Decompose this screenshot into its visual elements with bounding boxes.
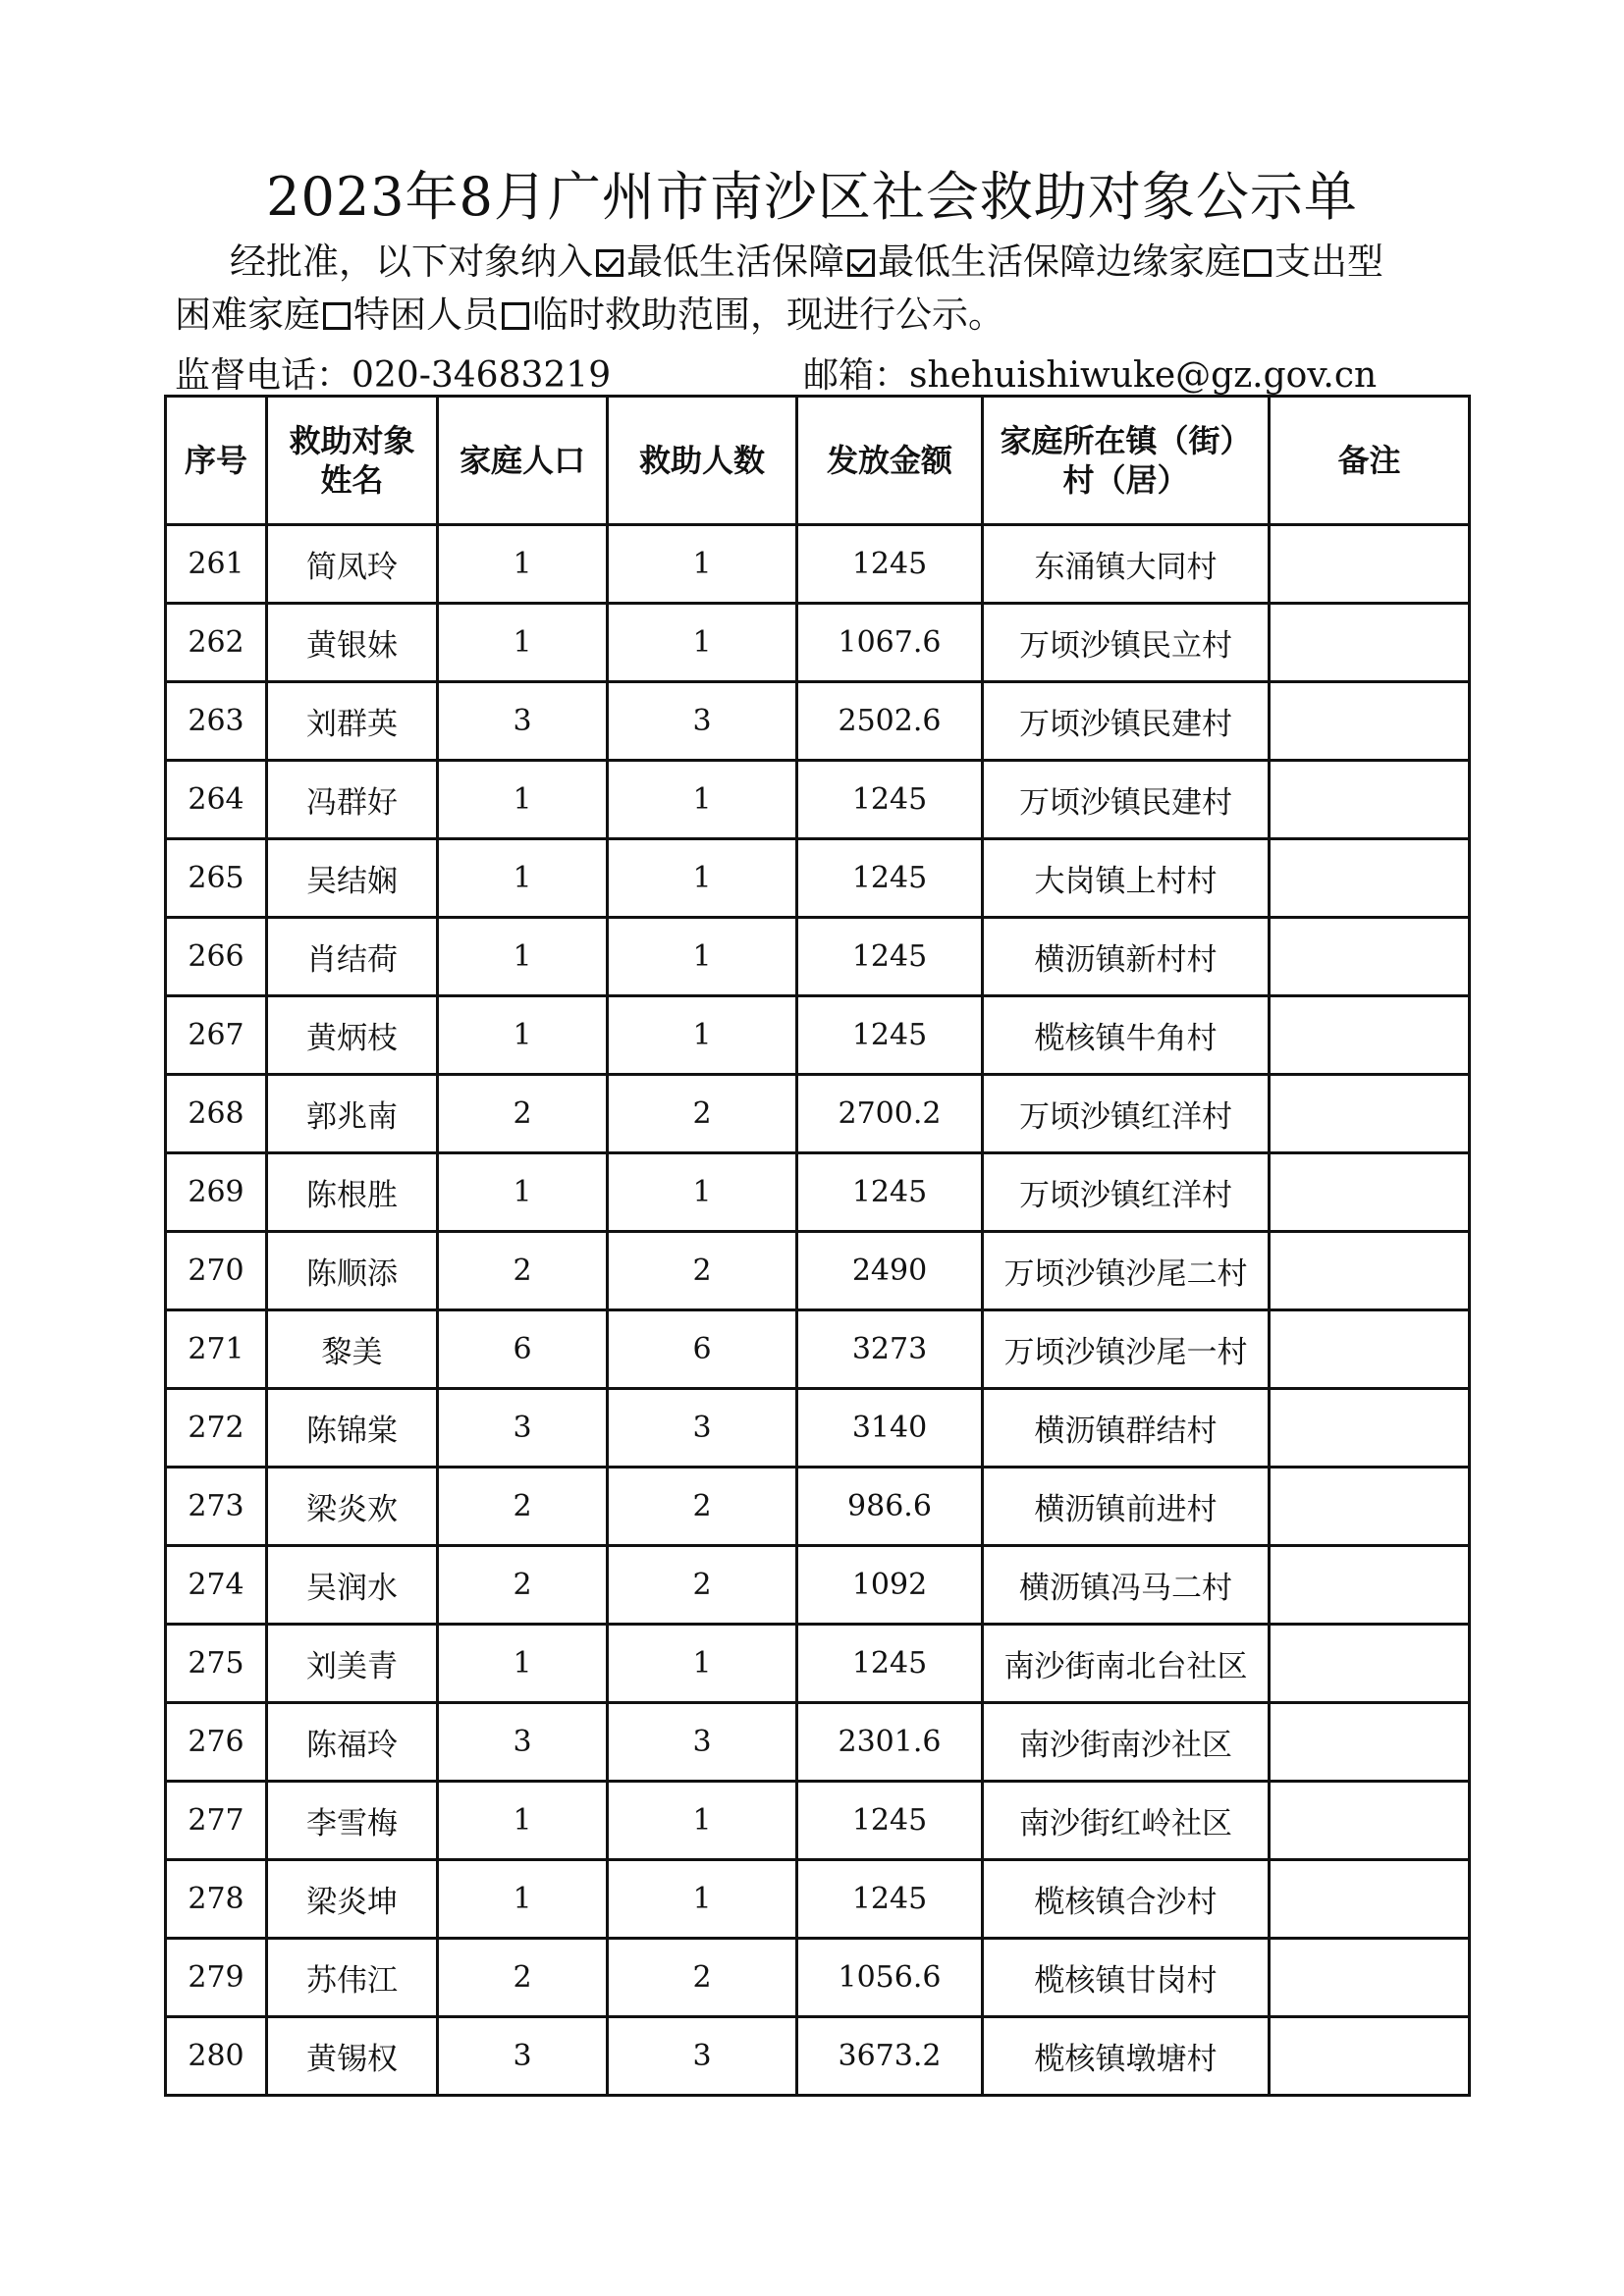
cell-index: 261: [166, 525, 267, 604]
table-row: [166, 682, 1470, 761]
cell-remarks: [1270, 1625, 1470, 1703]
cell-amount: 3273: [797, 1310, 983, 1389]
cell-aided-count: 1: [608, 1782, 797, 1860]
cell-name: 黄炳枝: [267, 996, 438, 1075]
cell-household-size: 2: [438, 1939, 608, 2017]
header-text: 序号: [184, 442, 247, 479]
cell-household-size: 1: [438, 1782, 608, 1860]
table-row: [166, 1625, 1470, 1703]
cell-index: 277: [166, 1782, 267, 1860]
cell-name: 吴润水: [267, 1546, 438, 1625]
cell-amount: 1245: [797, 1153, 983, 1232]
cell-aided-count: 1: [608, 604, 797, 682]
cell-index: 264: [166, 761, 267, 839]
cell-household-size: 1: [438, 1625, 608, 1703]
cell-amount: 1245: [797, 839, 983, 918]
cell-amount: 1245: [797, 996, 983, 1075]
cell-location: 万顷沙镇民建村: [983, 682, 1270, 761]
cell-household-size: 1: [438, 761, 608, 839]
checkbox-icon: [323, 302, 351, 330]
cell-household-size: 3: [438, 1703, 608, 1782]
page-title: 2023年8月广州市南沙区社会救助对象公示单: [266, 166, 1358, 228]
table-row: [166, 1232, 1470, 1310]
cell-name: 陈根胜: [267, 1153, 438, 1232]
cell-remarks: [1270, 996, 1470, 1075]
cell-index: 273: [166, 1468, 267, 1546]
cell-name: 简凤玲: [267, 525, 438, 604]
cell-amount: 1245: [797, 918, 983, 996]
option-label: 支出型: [1274, 240, 1383, 283]
cell-aided-count: 3: [608, 682, 797, 761]
cell-remarks: [1270, 1075, 1470, 1153]
cell-index: 267: [166, 996, 267, 1075]
table-row: [166, 918, 1470, 996]
cell-location: 万顷沙镇红洋村: [983, 1075, 1270, 1153]
header-household-size: [438, 397, 608, 525]
cell-remarks: [1270, 1153, 1470, 1232]
option-label: 最低生活保障: [626, 240, 844, 283]
cell-amount: 2502.6: [797, 682, 983, 761]
cell-index: 280: [166, 2017, 267, 2096]
table-row: [166, 604, 1470, 682]
header-text: 家庭所在镇（街）: [1000, 422, 1252, 459]
cell-name: 黄银妹: [267, 604, 438, 682]
cell-aided-count: 3: [608, 1703, 797, 1782]
cell-name: 陈锦棠: [267, 1389, 438, 1468]
cell-name: 苏伟江: [267, 1939, 438, 2017]
header-text: 发放金额: [826, 442, 952, 479]
intro-line-2: [175, 289, 1481, 342]
cell-remarks: [1270, 1468, 1470, 1546]
cell-remarks: [1270, 682, 1470, 761]
cell-index: 272: [166, 1389, 267, 1468]
cell-household-size: 2: [438, 1232, 608, 1310]
table-row: [166, 1075, 1470, 1153]
table-row: [166, 1860, 1470, 1939]
cell-aided-count: 1: [608, 1625, 797, 1703]
table-body: [166, 525, 1470, 2096]
cell-household-size: 1: [438, 839, 608, 918]
cell-aided-count: 1: [608, 1860, 797, 1939]
header-location: [983, 397, 1270, 525]
contact-email: 邮箱：shehuishiwuke@gz.gov.cn: [803, 355, 1378, 396]
cell-aided-count: 2: [608, 1075, 797, 1153]
cell-aided-count: 6: [608, 1310, 797, 1389]
cell-name: 陈顺添: [267, 1232, 438, 1310]
cell-household-size: 3: [438, 1389, 608, 1468]
checkbox-icon: [1244, 249, 1272, 277]
table-row: [166, 2017, 1470, 2096]
cell-name: 刘美青: [267, 1625, 438, 1703]
header-text: 村（居）: [1062, 461, 1189, 499]
cell-location: 榄核镇甘岗村: [983, 1939, 1270, 2017]
cell-name: 吴结娴: [267, 839, 438, 918]
cell-name: 李雪梅: [267, 1782, 438, 1860]
cell-remarks: [1270, 1703, 1470, 1782]
cell-remarks: [1270, 1232, 1470, 1310]
cell-index: 276: [166, 1703, 267, 1782]
cell-location: 横沥镇群结村: [983, 1389, 1270, 1468]
cell-household-size: 1: [438, 525, 608, 604]
cell-remarks: [1270, 1546, 1470, 1625]
cell-location: 榄核镇牛角村: [983, 996, 1270, 1075]
cell-location: 榄核镇墩塘村: [983, 2017, 1270, 2096]
cell-name: 陈福玲: [267, 1703, 438, 1782]
supervision-phone: 监督电话：020-34683219: [175, 355, 612, 396]
header-text: 救助对象: [289, 422, 415, 459]
table-row: [166, 761, 1470, 839]
cell-amount: 1245: [797, 1860, 983, 1939]
intro-line2-prefix: 困难家庭: [175, 294, 320, 336]
cell-location: 万顷沙镇红洋村: [983, 1153, 1270, 1232]
cell-aided-count: 2: [608, 1468, 797, 1546]
option-label: 临时救助范围，现进行公示。: [532, 294, 1004, 336]
cell-amount: 1056.6: [797, 1939, 983, 2017]
cell-aided-count: 2: [608, 1546, 797, 1625]
cell-location: 万顷沙镇民立村: [983, 604, 1270, 682]
cell-household-size: 3: [438, 682, 608, 761]
cell-household-size: 1: [438, 918, 608, 996]
cell-index: 268: [166, 1075, 267, 1153]
cell-location: 万顷沙镇沙尾二村: [983, 1232, 1270, 1310]
cell-index: 275: [166, 1625, 267, 1703]
cell-aided-count: 1: [608, 996, 797, 1075]
cell-index: 271: [166, 1310, 267, 1389]
cell-amount: 1245: [797, 1625, 983, 1703]
cell-name: 梁炎坤: [267, 1860, 438, 1939]
header-text: 备注: [1337, 442, 1401, 479]
cell-aided-count: 2: [608, 1939, 797, 2017]
checkbox-icon: [596, 249, 623, 277]
table-row: [166, 1389, 1470, 1468]
cell-location: 万顷沙镇沙尾一村: [983, 1310, 1270, 1389]
cell-index: 274: [166, 1546, 267, 1625]
cell-remarks: [1270, 2017, 1470, 2096]
checkbox-icon: [502, 302, 529, 330]
cell-location: 东涌镇大同村: [983, 525, 1270, 604]
intro-line-1: [175, 236, 1481, 289]
cell-index: 265: [166, 839, 267, 918]
table-row: [166, 1782, 1470, 1860]
option-label: 特困人员: [353, 294, 499, 336]
cell-location: 南沙街红岭社区: [983, 1782, 1270, 1860]
intro-paragraph: [175, 236, 1481, 342]
table-row: [166, 1153, 1470, 1232]
cell-household-size: 1: [438, 1153, 608, 1232]
cell-name: 肖结荷: [267, 918, 438, 996]
cell-location: 南沙街南沙社区: [983, 1703, 1270, 1782]
cell-index: 263: [166, 682, 267, 761]
cell-name: 冯群好: [267, 761, 438, 839]
table-row: [166, 1468, 1470, 1546]
cell-index: 278: [166, 1860, 267, 1939]
cell-index: 266: [166, 918, 267, 996]
table-row: [166, 839, 1470, 918]
cell-household-size: 1: [438, 1860, 608, 1939]
table-row: [166, 1310, 1470, 1389]
cell-index: 269: [166, 1153, 267, 1232]
cell-name: 刘群英: [267, 682, 438, 761]
cell-location: 榄核镇合沙村: [983, 1860, 1270, 1939]
cell-household-size: 2: [438, 1468, 608, 1546]
checkbox-icon: [847, 249, 875, 277]
cell-amount: 2490: [797, 1232, 983, 1310]
cell-amount: 1092: [797, 1546, 983, 1625]
cell-amount: 3673.2: [797, 2017, 983, 2096]
table-row: [166, 1703, 1470, 1782]
cell-amount: 3140: [797, 1389, 983, 1468]
cell-name: 梁炎欢: [267, 1468, 438, 1546]
header-text: 家庭人口: [459, 442, 585, 479]
cell-aided-count: 1: [608, 525, 797, 604]
cell-remarks: [1270, 525, 1470, 604]
header-text: 救助人数: [638, 442, 765, 479]
cell-location: 万顷沙镇民建村: [983, 761, 1270, 839]
cell-remarks: [1270, 1310, 1470, 1389]
cell-amount: 1245: [797, 1782, 983, 1860]
cell-remarks: [1270, 1860, 1470, 1939]
header-name: [267, 397, 438, 525]
cell-household-size: 2: [438, 1075, 608, 1153]
cell-index: 262: [166, 604, 267, 682]
table-row: [166, 1546, 1470, 1625]
cell-location: 横沥镇新村村: [983, 918, 1270, 996]
cell-location: 大岗镇上村村: [983, 839, 1270, 918]
cell-index: 279: [166, 1939, 267, 2017]
cell-remarks: [1270, 761, 1470, 839]
header-aided-count: [608, 397, 797, 525]
cell-location: 南沙街南北台社区: [983, 1625, 1270, 1703]
cell-household-size: 2: [438, 1546, 608, 1625]
header-amount: [797, 397, 983, 525]
header-text: 姓名: [320, 461, 384, 499]
cell-remarks: [1270, 1782, 1470, 1860]
cell-aided-count: 1: [608, 839, 797, 918]
cell-amount: 1245: [797, 761, 983, 839]
table-header-row: [166, 397, 1470, 525]
cell-aided-count: 3: [608, 2017, 797, 2096]
cell-location: 横沥镇冯马二村: [983, 1546, 1270, 1625]
cell-remarks: [1270, 1389, 1470, 1468]
header-index: [166, 397, 267, 525]
cell-remarks: [1270, 839, 1470, 918]
cell-household-size: 3: [438, 2017, 608, 2096]
cell-remarks: [1270, 1939, 1470, 2017]
table-row: [166, 525, 1470, 604]
cell-amount: 1245: [797, 525, 983, 604]
cell-name: 郭兆南: [267, 1075, 438, 1153]
cell-aided-count: 3: [608, 1389, 797, 1468]
table-row: [166, 1939, 1470, 2017]
cell-aided-count: 1: [608, 918, 797, 996]
cell-amount: 2301.6: [797, 1703, 983, 1782]
table-row: [166, 996, 1470, 1075]
cell-household-size: 1: [438, 604, 608, 682]
cell-amount: 2700.2: [797, 1075, 983, 1153]
intro-lead: 经批准，以下对象纳入: [230, 240, 593, 283]
cell-remarks: [1270, 918, 1470, 996]
recipients-table: [164, 395, 1471, 2097]
cell-household-size: 6: [438, 1310, 608, 1389]
cell-aided-count: 1: [608, 1153, 797, 1232]
cell-household-size: 1: [438, 996, 608, 1075]
cell-aided-count: 1: [608, 761, 797, 839]
option-label: 最低生活保障边缘家庭: [878, 240, 1241, 283]
cell-name: 黄锡权: [267, 2017, 438, 2096]
cell-aided-count: 2: [608, 1232, 797, 1310]
cell-remarks: [1270, 604, 1470, 682]
cell-name: 黎美: [267, 1310, 438, 1389]
cell-index: 270: [166, 1232, 267, 1310]
header-remarks: [1270, 397, 1470, 525]
cell-location: 横沥镇前进村: [983, 1468, 1270, 1546]
cell-amount: 986.6: [797, 1468, 983, 1546]
cell-amount: 1067.6: [797, 604, 983, 682]
